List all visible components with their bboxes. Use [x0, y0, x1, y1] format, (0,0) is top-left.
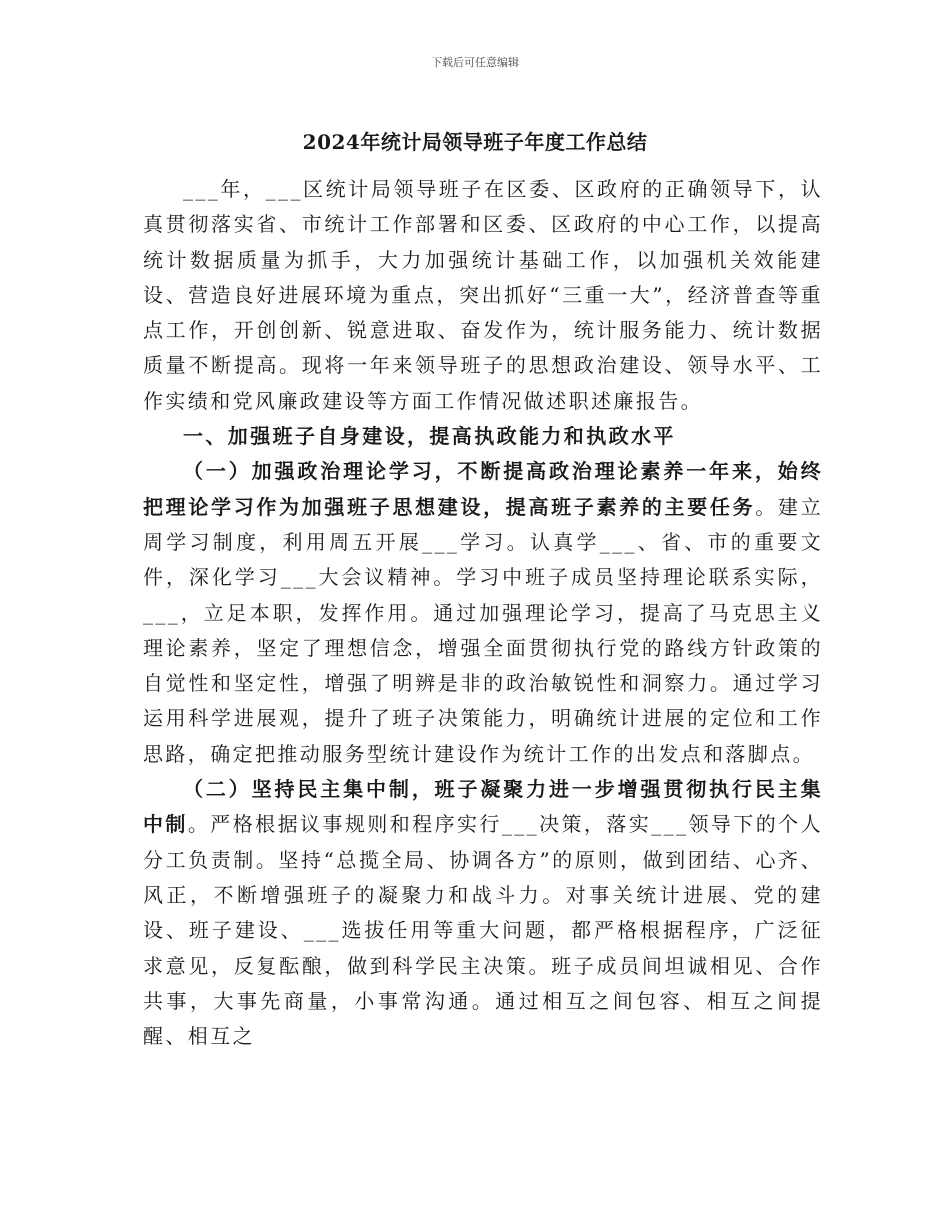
subsection-heading-2: （二）坚持民主集中制，班子凝聚力进一步增强贯彻执行民主集中制 — [143, 777, 823, 837]
section-heading: 一、加强班子自身建设，提高执政能力和执政水平 — [183, 424, 676, 449]
subsection-paragraph-1 — [143, 454, 823, 772]
subsection-heading-1: （一）加强政治理论学习，不断提高政治理论素养一年来，始终把理论学习作为加强班子思想建设，提高班子素养的主要任务 — [143, 459, 823, 519]
intro-paragraph: ___年，___区统计局领导班子在区委、区政府的正确领导下，认真贯彻落实省、市统计工作部署和区委、区政府的中心工作，以提高统计数据质量为抓手，大力加强统计基础工作，以加强机关效能建设、营造良好进展环境为重点，突出抓好“三重一大”，经济普查等重点工作，开创创新、锐意进取、奋发作为，统计服务能力、统计数据质量不断提高。现将一年来领导班子的思想政治建设、领导水平、工作实绩和党风廉政建设等方面工作情况做述职述廉报告。 — [143, 177, 823, 413]
document-title: 2024年统计局领导班子年度工作总结 — [302, 130, 648, 154]
subsection-paragraph-2 — [143, 772, 823, 1054]
subsection-text-2: 。严格根据议事规则和程序实行___决策，落实___领导下的个人分工负责制。坚持“总揽全局、协调各方”的原则，做到团结、心齐、风正，不断增强班子的凝聚力和战斗力。对事关统计进展、党的建设、班子建设、___选拔任用等重大问题，都严格根据程序，广泛征求意见，反复酝酿，做到科学民主决策。班子成员间坦诚相见、合作共事，大事先商量，小事常沟通。通过相互之间包容、相互之间提醒、相互之 — [143, 812, 823, 1049]
subsection-text-1: 。建立周学习制度，利用周五开展___学习。认真学___、省、市的重要文件，深化学习___大会议精神。学习中班子成员坚持理论联系实际，___，立足本职，发挥作用。通过加强理论学习，提高了马克思主义理论素养，坚定了理想信念，增强全面贯彻执行党的路线方针政策的自觉性和坚定性，增强了明辨是非的政治敏锐性和洞察力。通过学习运用科学进展观，提升了班子决策能力，明确统计进展的定位和工作思路，确定把推动服务型统计建设作为统计工作的出发点和落脚点。 — [143, 494, 823, 766]
document-body — [143, 172, 823, 1054]
header-note: 下载后可任意编辑 — [431, 56, 519, 69]
